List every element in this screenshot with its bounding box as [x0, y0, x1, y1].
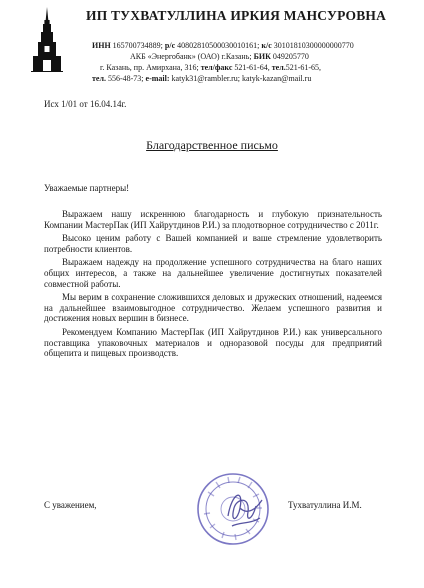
phone2-value: 556-48-73;: [105, 74, 146, 83]
signer-name: Тухватуллина И.М.: [288, 500, 362, 510]
paragraph: Выражаем надежду на продолжение успешного сотрудничества на благо наших общих интересов, а также на дальнейшее увеличение достигнутых показателей совместной работы.: [44, 257, 382, 289]
phone-fax-label: тел/факс: [200, 63, 233, 72]
email-label: e-mail:: [145, 74, 170, 83]
letter-body: [44, 209, 382, 362]
address: г. Казань, пр. Амирхана, 316;: [100, 63, 201, 72]
closing: С уважением,: [44, 500, 97, 510]
phone-label: тел.: [271, 63, 286, 72]
company-name: ИП ТУХВАТУЛЛИНА ИРКИЯ МАНСУРОВНА: [86, 8, 387, 23]
header-line-2: [130, 52, 309, 61]
header-line-4: [92, 74, 311, 83]
phone-value: 521-61-65,: [285, 63, 322, 72]
corr-account-value: 30101810300000000770: [271, 41, 354, 50]
email-value: katyk31@rambler.ru; katyk-kazan@mail.ru: [169, 74, 312, 83]
paragraph: Выражаем нашу искреннюю благодарность и глубокую признательность Компании МастерПак (ИП Хайрутдинов Р.И.) за плодотворное сотрудничество с 2011г.: [44, 209, 382, 230]
greeting: Уважаемые партнеры!: [44, 183, 130, 193]
inn-value: 165700734889;: [110, 41, 165, 50]
phone-fax-value: 521-61-64,: [232, 63, 272, 72]
paragraph: Рекомендуем Компанию МастерПак (ИП Хайрутдинов Р.И.) как универсального поставщика упаковочных материалов и одноразовой посуды для предприятий общепита и пищевых производств.: [44, 326, 382, 359]
outgoing-number: Исх 1/01 от 16.04.14г.: [44, 99, 127, 109]
bik-label: БИК: [253, 52, 271, 61]
bik-value: 049205770: [270, 52, 309, 61]
header-line-3: [100, 63, 321, 72]
account-value: 40802810500030010161;: [175, 41, 262, 50]
account-label: р/с: [164, 41, 176, 50]
tower-logo-icon: [30, 6, 64, 72]
paragraph: Высоко ценим работу с Вашей компанией и ваше стремление удовлетворить потребности клиентов.: [44, 233, 382, 254]
signature-icon: [210, 478, 270, 538]
inn-label: ИНН: [92, 41, 111, 50]
phone2-label: тел.: [92, 74, 106, 83]
corr-account-label: к/с: [261, 41, 272, 50]
header-line-1: [92, 41, 354, 50]
paragraph: Мы верим в сохранение сложившихся деловых и дружеских отношений, надеемся на дальнейшее взаимовыгодное сотрудничество. Желаем успешного развития и достижения новых вершин в бизнесе.: [44, 292, 382, 324]
bank-name: АКБ «Энергобанк» (ОАО) г.Казань;: [130, 52, 254, 61]
letter-title: Благодарственное письмо: [146, 138, 278, 152]
